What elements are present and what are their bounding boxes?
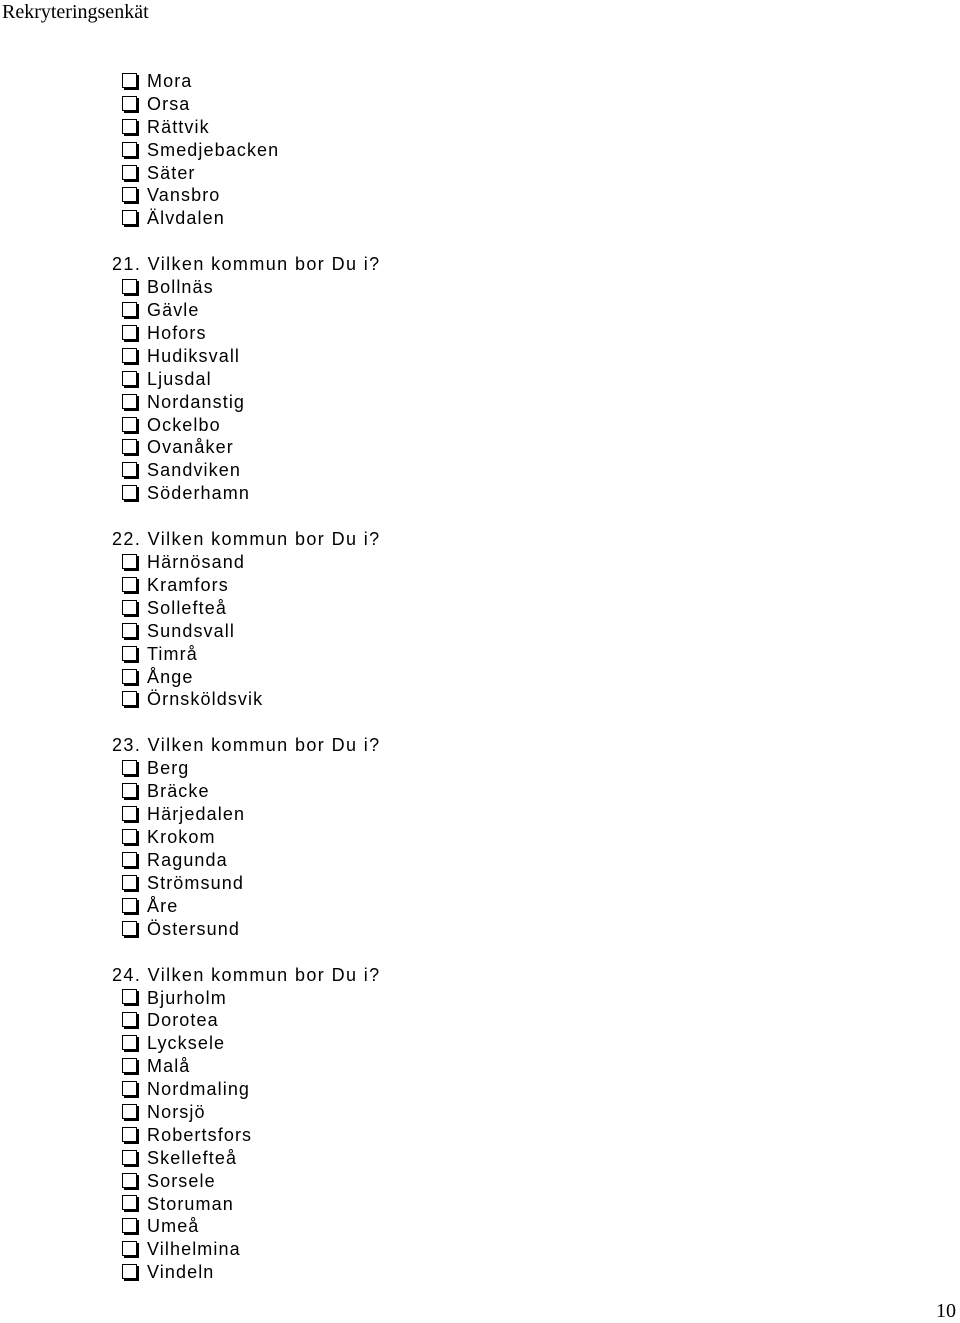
option-label: Kramfors <box>147 575 229 596</box>
checkbox-icon[interactable] <box>122 577 137 592</box>
option-label: Bollnäs <box>147 277 214 298</box>
option-label: Vindeln <box>147 1262 215 1283</box>
checkbox-icon[interactable] <box>122 485 137 500</box>
checkbox-icon[interactable] <box>122 142 137 157</box>
option-label: Säter <box>147 162 196 183</box>
checkbox-icon[interactable] <box>122 439 137 454</box>
checkbox-icon[interactable] <box>122 1241 137 1256</box>
option-item[interactable] <box>122 93 812 116</box>
option-label: Sandviken <box>147 460 241 481</box>
option-label: Storuman <box>147 1193 234 1214</box>
option-label: Härnösand <box>147 552 245 573</box>
option-label: Hudiksvall <box>147 345 241 366</box>
checkbox-icon[interactable] <box>122 783 137 798</box>
option-item[interactable] <box>122 322 812 345</box>
option-label: Strömsund <box>147 872 244 893</box>
option-item[interactable] <box>122 1009 812 1032</box>
checkbox-icon[interactable] <box>122 691 137 706</box>
option-label: Åre <box>147 895 179 916</box>
option-item[interactable] <box>122 643 812 666</box>
option-item[interactable] <box>122 1147 812 1170</box>
option-label: Vilhelmina <box>147 1239 241 1260</box>
option-item[interactable] <box>122 1261 812 1284</box>
checkbox-icon[interactable] <box>122 1264 137 1279</box>
checkbox-icon[interactable] <box>122 669 137 684</box>
option-item[interactable] <box>122 895 812 918</box>
option-item[interactable] <box>122 826 812 849</box>
question-heading: 23. Vilken kommun bor Du i? <box>112 735 381 756</box>
checkbox-icon[interactable] <box>122 96 137 111</box>
option-item[interactable] <box>122 299 812 322</box>
question-heading: 22. Vilken kommun bor Du i? <box>112 529 381 550</box>
option-item[interactable] <box>122 459 812 482</box>
checkbox-icon[interactable] <box>122 462 137 477</box>
checkbox-icon[interactable] <box>122 210 137 225</box>
option-item[interactable] <box>122 391 812 414</box>
checkbox-icon[interactable] <box>122 1058 137 1073</box>
checkbox-icon[interactable] <box>122 829 137 844</box>
option-item[interactable] <box>122 620 812 643</box>
option-label: Härjedalen <box>147 804 246 825</box>
checkbox-icon[interactable] <box>122 371 137 386</box>
option-label: Nordmaling <box>147 1079 251 1100</box>
checkbox-icon[interactable] <box>122 1218 137 1233</box>
option-item[interactable] <box>122 184 812 207</box>
checkbox-icon[interactable] <box>122 325 137 340</box>
checkbox-icon[interactable] <box>122 302 137 317</box>
option-label: Vansbro <box>147 185 221 206</box>
checkbox-icon[interactable] <box>122 646 137 661</box>
option-item[interactable] <box>122 1124 812 1147</box>
option-item[interactable] <box>122 436 812 459</box>
option-label: Dorotea <box>147 1010 219 1031</box>
option-item[interactable] <box>122 482 812 505</box>
option-item[interactable] <box>122 849 812 872</box>
option-label: Ragunda <box>147 849 228 870</box>
option-item[interactable] <box>122 597 812 620</box>
option-item[interactable] <box>122 780 812 803</box>
option-label: Robertsfors <box>147 1124 253 1145</box>
option-label: Söderhamn <box>147 483 250 504</box>
option-item[interactable] <box>122 666 812 689</box>
option-label: Hofors <box>147 323 207 344</box>
option-label: Älvdalen <box>147 208 225 229</box>
checkbox-icon[interactable] <box>122 898 137 913</box>
option-item[interactable] <box>122 551 812 574</box>
option-item[interactable] <box>122 757 812 780</box>
option-label: Timrå <box>147 643 198 664</box>
option-item[interactable] <box>122 345 812 368</box>
option-label: Nordanstig <box>147 391 246 412</box>
question-group-21 <box>112 253 812 505</box>
checkbox-icon[interactable] <box>122 1035 137 1050</box>
checkbox-icon[interactable] <box>122 852 137 867</box>
checkbox-icon[interactable] <box>122 1127 137 1142</box>
checkbox-icon[interactable] <box>122 348 137 363</box>
question-heading: 21. Vilken kommun bor Du i? <box>112 254 381 275</box>
option-label: Gävle <box>147 300 200 321</box>
option-item[interactable] <box>122 918 812 941</box>
document-title: Rekryteringsenkät <box>2 1 149 23</box>
option-label: Norsjö <box>147 1101 206 1122</box>
checkbox-icon[interactable] <box>122 279 137 294</box>
option-label: Sundsvall <box>147 620 235 641</box>
option-label: Örnsköldsvik <box>147 689 264 710</box>
checkbox-icon[interactable] <box>122 187 137 202</box>
checkbox-icon[interactable] <box>122 1012 137 1027</box>
option-item[interactable] <box>122 162 812 185</box>
option-item[interactable] <box>122 1238 812 1261</box>
option-item[interactable] <box>122 139 812 162</box>
survey-content <box>112 70 812 1284</box>
option-label: Krokom <box>147 827 216 848</box>
option-label: Sorsele <box>147 1170 216 1191</box>
option-item[interactable] <box>122 207 812 230</box>
checkbox-icon[interactable] <box>122 394 137 409</box>
option-label: Ovanåker <box>147 437 234 458</box>
checkbox-icon[interactable] <box>122 921 137 936</box>
checkbox-icon[interactable] <box>122 417 137 432</box>
option-item[interactable] <box>122 688 812 711</box>
option-item[interactable] <box>122 803 812 826</box>
option-item[interactable] <box>122 414 812 437</box>
page-number: 10 <box>936 1300 956 1322</box>
option-label: Mora <box>147 71 193 91</box>
checkbox-icon[interactable] <box>122 1150 137 1165</box>
checkbox-icon[interactable] <box>122 760 137 775</box>
option-label: Bräcke <box>147 781 210 802</box>
option-label: Orsa <box>147 93 191 114</box>
option-item[interactable] <box>122 574 812 597</box>
option-label: Umeå <box>147 1216 200 1237</box>
option-item[interactable] <box>122 1170 812 1193</box>
option-label: Malå <box>147 1056 191 1077</box>
option-item[interactable] <box>122 1032 812 1055</box>
checkbox-icon[interactable] <box>122 989 137 1004</box>
option-item[interactable] <box>122 1078 812 1101</box>
option-item[interactable] <box>122 1193 812 1216</box>
option-item[interactable] <box>122 987 812 1010</box>
question-heading: 24. Vilken kommun bor Du i? <box>112 964 381 985</box>
checkbox-icon[interactable] <box>122 1081 137 1096</box>
question-group-22 <box>112 528 812 711</box>
option-label: Lycksele <box>147 1033 226 1054</box>
option-item[interactable] <box>122 1101 812 1124</box>
checkbox-icon[interactable] <box>122 119 137 134</box>
checkbox-icon[interactable] <box>122 554 137 569</box>
checkbox-icon[interactable] <box>122 875 137 890</box>
checkbox-icon[interactable] <box>122 1173 137 1188</box>
option-label: Ånge <box>147 666 194 687</box>
question-group-23 <box>112 734 812 940</box>
option-item[interactable] <box>122 276 812 299</box>
option-item[interactable] <box>122 1215 812 1238</box>
question-group-continued <box>112 70 812 230</box>
option-item[interactable] <box>122 70 812 93</box>
option-label: Rättvik <box>147 116 210 137</box>
option-label: Berg <box>147 758 190 779</box>
checkbox-icon[interactable] <box>122 623 137 638</box>
checkbox-icon[interactable] <box>122 600 137 615</box>
checkbox-icon[interactable] <box>122 165 137 180</box>
option-item[interactable] <box>122 368 812 391</box>
option-item[interactable] <box>122 1055 812 1078</box>
checkbox-icon[interactable] <box>122 73 137 88</box>
option-label: Smedjebacken <box>147 139 280 160</box>
option-item[interactable] <box>122 872 812 895</box>
checkbox-icon[interactable] <box>122 1104 137 1119</box>
question-group-24 <box>112 964 812 1285</box>
checkbox-icon[interactable] <box>122 1195 137 1210</box>
checkbox-icon[interactable] <box>122 806 137 821</box>
option-label: Ljusdal <box>147 368 212 389</box>
option-label: Bjurholm <box>147 987 227 1008</box>
option-label: Östersund <box>147 918 240 939</box>
option-item[interactable] <box>122 116 812 139</box>
option-label: Skellefteå <box>147 1147 238 1168</box>
option-label: Sollefteå <box>147 597 227 618</box>
option-label: Ockelbo <box>147 414 221 435</box>
